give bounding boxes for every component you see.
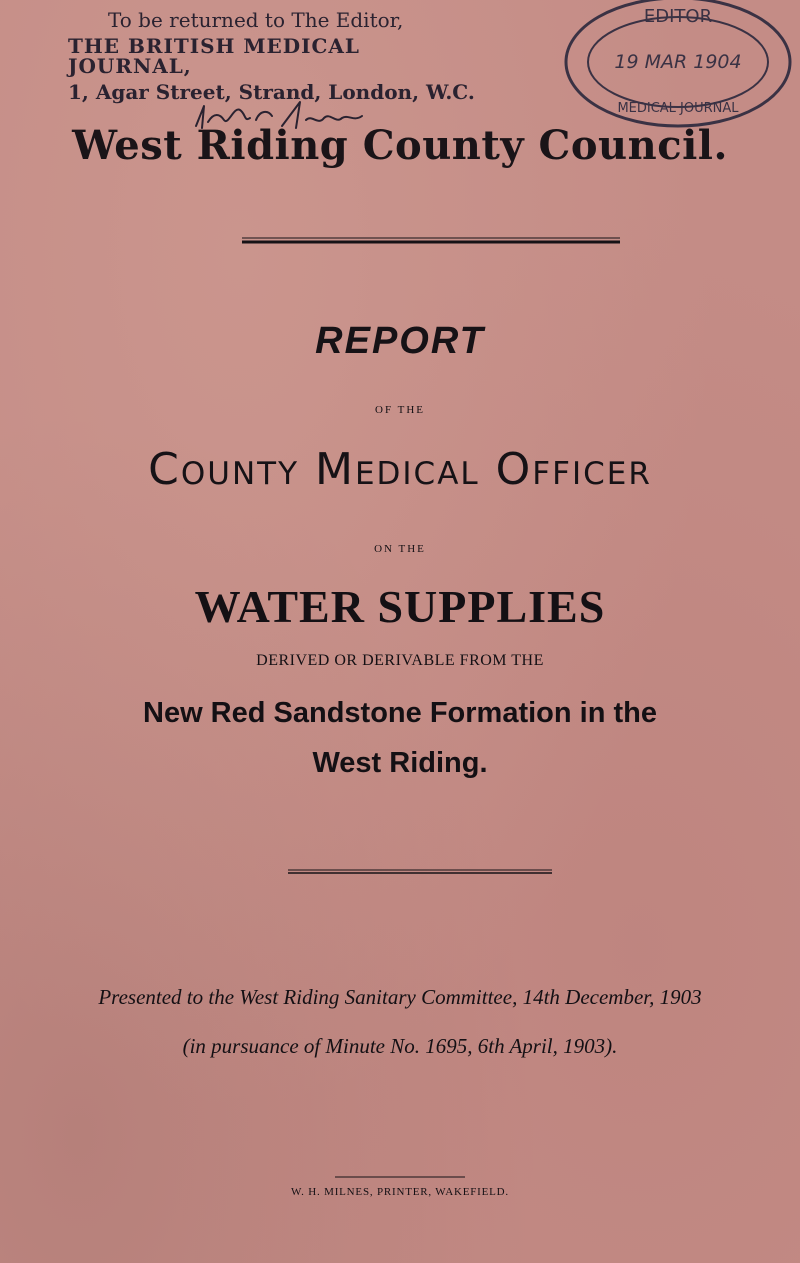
received-date-stamp <box>560 0 800 135</box>
stamp-line-1: To be returned to The Editor, <box>108 8 404 32</box>
subject-title: WATER SUPPLIES <box>194 581 606 632</box>
presented-line-1: Presented to the West Riding Sanitary Committee, 14th December, 1903 <box>98 985 702 1009</box>
stamp-date: 19 MAR 1904 <box>614 51 742 73</box>
derived-line: DERIVED OR DERIVABLE FROM THE <box>256 652 544 669</box>
stamp-top-text: EDITOR <box>643 6 713 27</box>
stamp-bottom-text: MEDICAL JOURNAL <box>617 101 739 116</box>
return-address-stamp <box>68 10 488 102</box>
top-divider <box>0 236 800 246</box>
stamp-line-3: 1, Agar Street, Strand, London, W.C. <box>68 80 475 104</box>
middle-divider <box>0 868 800 876</box>
region-line: West Riding. <box>312 747 488 779</box>
officer-title: County Medical Officer <box>148 444 652 495</box>
printer-credit: W. H. MILNES, PRINTER, WAKEFIELD. <box>291 1186 509 1198</box>
report-title: REPORT <box>315 320 485 362</box>
stamp-line-2: THE BRITISH MEDICAL JOURNAL, <box>68 34 360 78</box>
presented-line-2: (in pursuance of Minute No. 1695, 6th April, 1903). <box>182 1034 618 1058</box>
printer-divider <box>0 1176 800 1178</box>
of-the-text: OF THE <box>375 404 425 416</box>
formation-line: New Red Sandstone Formation in the <box>143 697 657 729</box>
council-title: West Riding County Council. <box>72 122 728 169</box>
on-the-text: ON THE <box>374 543 426 555</box>
